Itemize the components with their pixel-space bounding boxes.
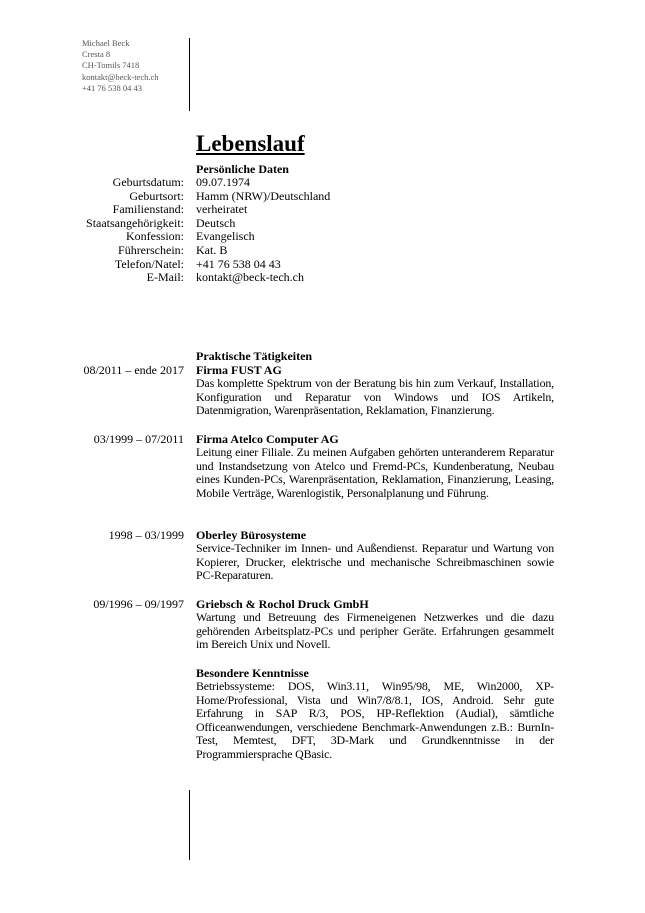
skills-heading: Besondere Kenntnisse xyxy=(196,666,309,680)
skills-description: Betriebssysteme: DOS, Win3.11, Win95/98, ME, Win2000, XP-Home/Professional, Vista und Win7/8/8.1, IOS, Android. Sehr gute Erfahrung in SAP R/3, POS, HP-Reflektion (Audial), sämtliche Officeanwendungen, verschiedene Benchmark-Anwendungen z.B.: BurnIn-Test, Memtest, DFT, 3D-Mark und Grundkenntnisse in der Programmiersprache QBasic. xyxy=(196,679,554,761)
job-description: Das komplette Spektrum von der Beratung bis hin zum Verkauf, Installation, Konfiguration und Reparatur von Windows und IOS Artikeln, Datenmigration, Warenpräsentation, Reklamation, Finanzierung. xyxy=(196,376,554,418)
personal-label: Konfession: xyxy=(126,229,184,244)
personal-value: Kat. B xyxy=(196,243,228,257)
personal-value: kontakt@beck-tech.ch xyxy=(196,270,305,285)
personal-row-phone xyxy=(0,258,645,272)
job-date: 08/2011 – ende 2017 xyxy=(83,363,184,377)
job-company: Firma Atelco Computer AG xyxy=(196,432,339,446)
personal-value: Evangelisch xyxy=(196,229,255,244)
sender-phone: +41 76 538 04 43 xyxy=(82,82,143,93)
practical-heading: Praktische Tätigkeiten xyxy=(196,349,313,363)
job-date: 09/1996 – 09/1997 xyxy=(93,597,184,611)
personal-row-birthplace xyxy=(0,190,645,204)
job-date: 1998 – 03/1999 xyxy=(108,528,184,542)
personal-row-marital-status xyxy=(0,203,645,217)
job-date: 03/1999 – 07/2011 xyxy=(93,432,184,446)
page-title: Lebenslauf xyxy=(196,131,305,156)
personal-label: Geburtsort: xyxy=(129,188,184,203)
personal-value: verheiratet xyxy=(196,202,248,217)
personal-row-email xyxy=(0,271,645,285)
sender-name: Michael Beck xyxy=(82,38,130,48)
job-description: Leitung einer Filiale. Zu meinen Aufgaben gehörten unteranderem Reparatur und Instandsetzung von Atelco und Fremd-PCs, Kundenberatung, Neubau eines Kunden-PCs, Warenpräsentation, Reklamation, Finanzierung, Leasing, Mobile Verträge, Warenlogistik, Personalplanung und Führung. xyxy=(196,445,554,500)
personal-label: Telefon/Natel: xyxy=(114,256,184,271)
job-company: Firma FUST AG xyxy=(196,363,282,377)
divider-bottom xyxy=(189,790,190,860)
job-description: Service-Techniker im Innen- und Außendienst. Reparatur und Wartung von Kopierer, Drucker, elektrische und mechanische Schreibmaschinen sowie PC-Reparaturen. xyxy=(196,541,554,583)
personal-row-birthdate xyxy=(0,176,645,190)
personal-label: E-Mail: xyxy=(146,270,184,285)
personal-label: Führerschein: xyxy=(118,243,184,257)
personal-row-license xyxy=(0,244,645,258)
sender-street: Cresta 8 xyxy=(82,49,111,60)
sender-address xyxy=(82,38,182,94)
personal-value: Deutsch xyxy=(196,215,236,230)
personal-data-heading: Persönliche Daten xyxy=(196,162,289,176)
job-company: Griebsch & Rochol Druck GmbH xyxy=(196,597,369,611)
personal-row-religion xyxy=(0,230,645,244)
personal-label: Familienstand: xyxy=(112,202,184,217)
personal-value: Hamm (NRW)/Deutschland xyxy=(196,188,331,203)
sender-email: kontakt@beck-tech.ch xyxy=(82,71,159,82)
personal-value: 09.07.1974 xyxy=(196,175,250,189)
personal-value: +41 76 538 04 43 xyxy=(196,256,281,271)
personal-label: Geburtsdatum: xyxy=(112,175,184,189)
personal-row-nationality xyxy=(0,217,645,231)
job-company: Oberley Bürosysteme xyxy=(196,528,307,542)
personal-label: Staatsangehörigkeit: xyxy=(86,215,184,230)
divider-top xyxy=(189,38,190,111)
job-description: Wartung und Betreuung des Firmeneigenen Netzwerkes und die dazu gehörenden Arbeitsplatz-PCs und peripher Geräte. Erfahrungen gesammelt im Bereich Unix und Novell. xyxy=(196,610,554,652)
sender-city: CH-Tomils 7418 xyxy=(82,60,140,71)
